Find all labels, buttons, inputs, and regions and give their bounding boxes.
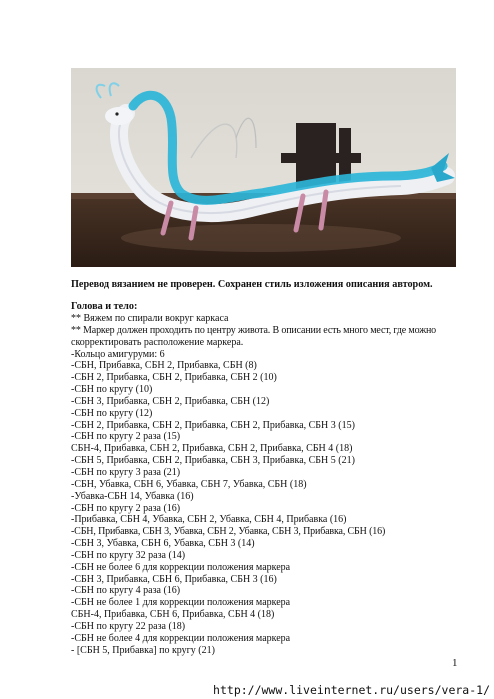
instruction-line: -СБН по кругу 2 раза (16) xyxy=(71,502,181,514)
instruction-line: -СБН по кругу 22 раза (18) xyxy=(71,620,186,632)
instruction-line: -СБН 2, Прибавка, СБН 2, Прибавка, СБН 2 (10) xyxy=(71,372,277,384)
section-title: Голова и тело: xyxy=(71,301,138,312)
instruction-line: ** Вяжем по спирали вокруг каркаса xyxy=(71,313,229,324)
instruction-line: -СБН не более 1 для коррекции положения маркера xyxy=(71,597,291,609)
dragon-photo xyxy=(71,68,456,267)
instruction-line: -Кольцо амигуруми: 6 xyxy=(71,348,165,360)
instruction-line: -СБН 5, Прибавка, СБН 2, Прибавка, СБН 3, Прибавка, СБН 5 (21) xyxy=(71,455,355,467)
instruction-line: -СБН по кругу 32 раза (14) xyxy=(71,549,186,561)
crochet-dragon-photo-icon xyxy=(71,68,456,267)
instruction-line: -СБН по кругу 3 раза (21) xyxy=(71,466,181,478)
source-url[interactable]: http://www.liveinternet.ru/users/vera-1/ xyxy=(213,683,490,697)
instruction-line: -СБН 2, Прибавка, СБН 2, Прибавка, СБН 2, Прибавка, СБН 3 (15) xyxy=(71,419,355,431)
instruction-line: -СБН, Прибавка, СБН 2, Прибавка, СБН (8) xyxy=(71,360,257,372)
instruction-line: СБН-4, Прибавка, СБН 6, Прибавка, СБН 4 (18) xyxy=(71,609,275,621)
instruction-line: -Убавка-СБН 14, Убавка (16) xyxy=(71,490,194,502)
instruction-line: -СБН, Убавка, СБН 6, Убавка, СБН 7, Убавка, СБН (18) xyxy=(71,478,307,490)
instruction-line: -СБН не более 6 для коррекции положения маркера xyxy=(71,561,291,573)
pattern-instructions xyxy=(71,313,471,656)
instruction-line: -СБН по кругу 2 раза (15) xyxy=(71,431,181,443)
instruction-line: -СБН по кругу 4 раза (16) xyxy=(71,585,181,597)
instruction-line: СБН-4, Прибавка, СБН 2, Прибавка, СБН 2, Прибавка, СБН 4 (18) xyxy=(71,443,353,455)
instruction-line: -СБН 3, Убавка, СБН 6, Убавка, СБН 3 (14) xyxy=(71,538,255,550)
instruction-line: -СБН, Прибавка, СБН 3, Убавка, СБН 2, Убавка, СБН 3, Прибавка, СБН (16) xyxy=(71,526,386,538)
page-number: 1 xyxy=(452,657,458,669)
instruction-line: -СБН 3, Прибавка, СБН 6, Прибавка, СБН 3 (16) xyxy=(71,573,277,585)
instruction-line: -Прибавка, СБН 4, Убавка, СБН 2, Убавка, СБН 4, Прибавка (16) xyxy=(71,514,347,526)
translation-note: Перевод вязанием не проверен. Сохранен стиль изложения описания автором. xyxy=(71,279,433,290)
instruction-line: -СБН не более 4 для коррекции положения маркера xyxy=(71,632,291,644)
instruction-line: -СБН по кругу (10) xyxy=(71,384,153,396)
instruction-line: - [СБН 5, Прибавка] по кругу (21) xyxy=(71,644,215,656)
instruction-line: ** Маркер должен проходить по центру живота. В описании есть много мест, где можно xyxy=(71,324,437,336)
instruction-line: -СБН 3, Прибавка, СБН 2, Прибавка, СБН (12) xyxy=(71,395,270,407)
instruction-line: скорректировать расположение маркера. xyxy=(71,336,244,348)
instruction-line: -СБН по кругу (12) xyxy=(71,407,153,419)
